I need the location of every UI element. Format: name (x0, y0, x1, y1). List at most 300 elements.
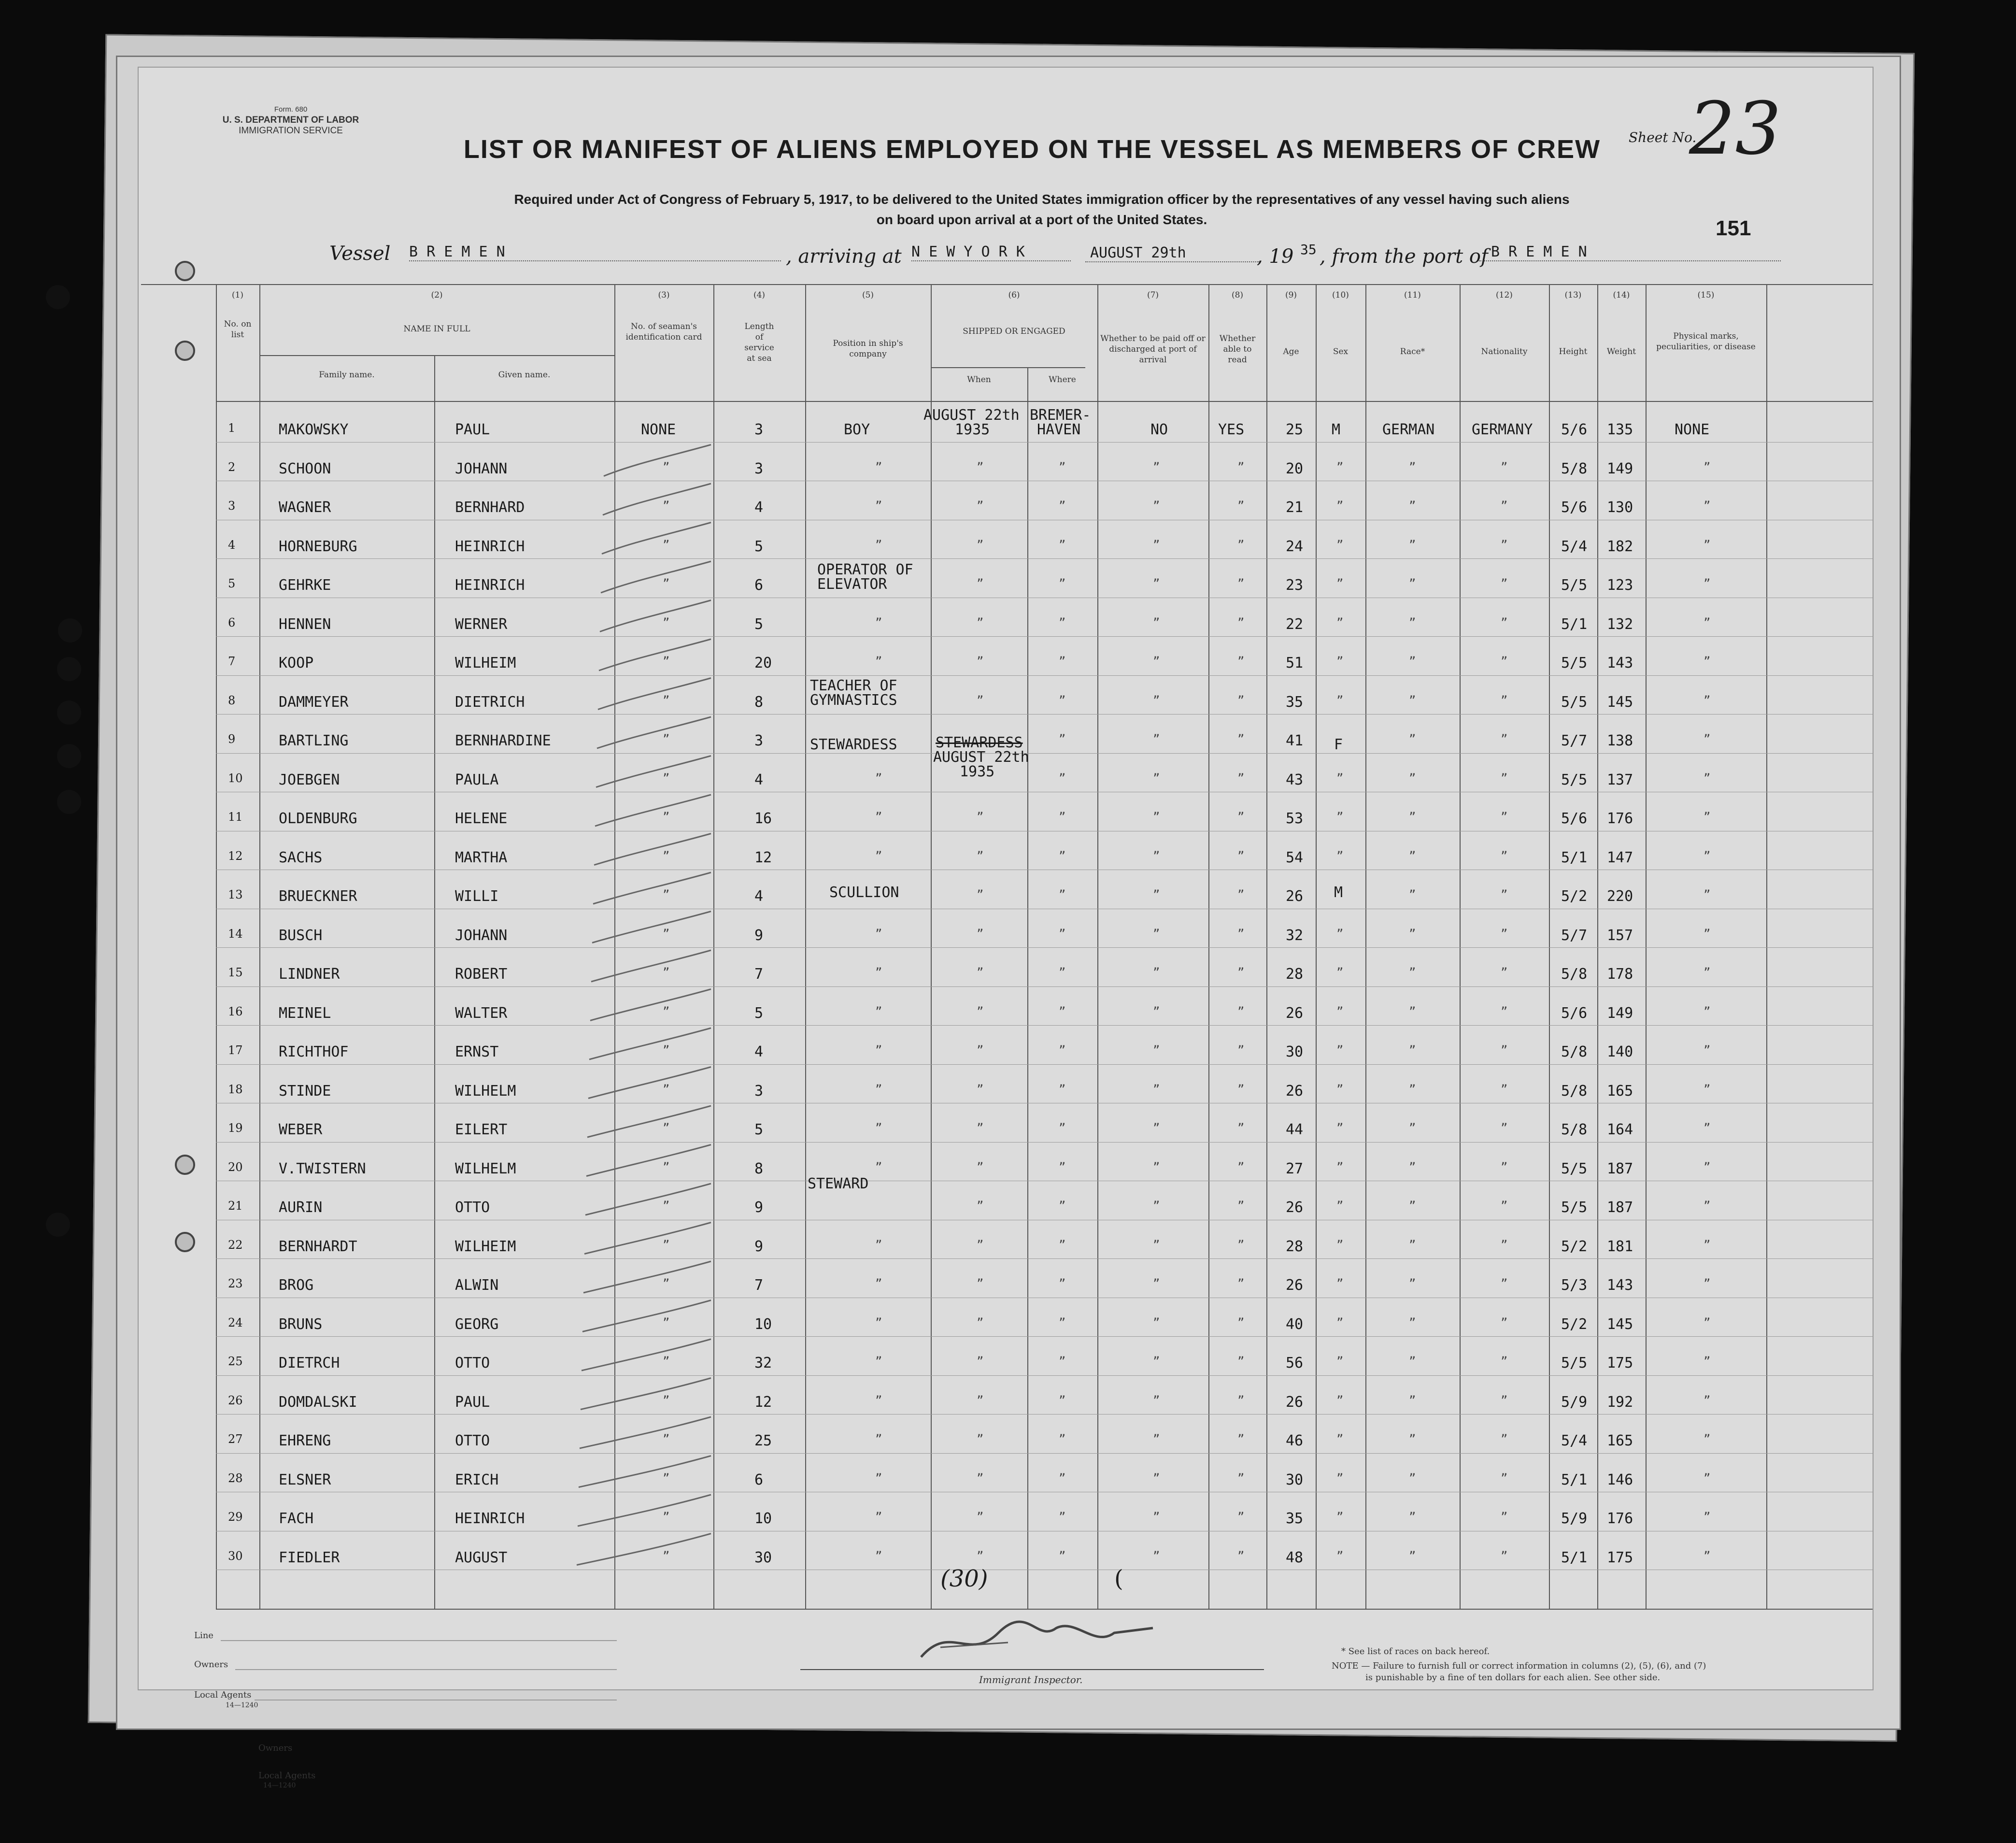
ditto-mark: ” (663, 1121, 670, 1135)
age: 23 (1286, 577, 1304, 594)
weight: 178 (1607, 966, 1633, 983)
age: 40 (1286, 1315, 1304, 1333)
ditto-mark: ” (1153, 1043, 1160, 1057)
age: 26 (1286, 1393, 1304, 1411)
ditto-mark: ” (977, 1004, 984, 1018)
col-header-sex: Sex (1333, 347, 1349, 357)
family-name: BROG (279, 1277, 314, 1294)
row-1-nationality: GERMANY (1472, 421, 1533, 438)
ditto-mark: ” (875, 771, 882, 785)
family-name: BRUECKNER (279, 888, 357, 905)
ditto-mark: ” (1237, 1393, 1245, 1407)
given-name: PAUL (455, 1393, 490, 1411)
from-port: B R E M E N (1479, 243, 1781, 261)
row-number: 7 (228, 655, 236, 668)
height: 5/3 (1561, 1277, 1588, 1294)
height: 5/7 (1561, 732, 1588, 749)
given-name: WILHELM (455, 1160, 516, 1177)
col-header-where: Where (1049, 375, 1076, 385)
ditto-mark: ” (977, 1471, 984, 1485)
ditto-mark: ” (1153, 1393, 1160, 1407)
height: 5/1 (1561, 1471, 1588, 1488)
age: 35 (1286, 693, 1304, 711)
row-1-card: NONE (641, 421, 676, 438)
ditto-mark: ” (1153, 1355, 1160, 1368)
ditto-mark: ” (1336, 849, 1344, 863)
col-header-height: Height (1559, 347, 1588, 357)
family-name: KOOP (279, 655, 314, 671)
col-header-name-in-full: NAME IN FULL (403, 324, 470, 334)
vessel-label: Vessel (329, 243, 391, 265)
age: 26 (1286, 888, 1304, 905)
ditto-mark: ” (1153, 1471, 1160, 1485)
family-name: STINDE (279, 1082, 331, 1100)
height: 5/5 (1561, 1355, 1588, 1372)
ditto-mark: ” (1237, 1082, 1245, 1096)
ditto-mark: ” (875, 966, 882, 979)
service-years: 7 (754, 1277, 764, 1294)
ditto-mark: ” (1409, 1432, 1416, 1446)
height: 5/2 (1561, 888, 1588, 905)
row-number: 22 (228, 1238, 243, 1252)
ditto-mark: ” (1704, 810, 1711, 824)
given-name: GEORG (455, 1315, 499, 1333)
ditto-mark: ” (977, 655, 984, 668)
height: 5/5 (1561, 771, 1588, 788)
punch-hole (175, 1232, 195, 1252)
ditto-mark: ” (1237, 460, 1245, 474)
ditto-mark: ” (1409, 655, 1416, 668)
col-number-6: (6) (1008, 290, 1020, 300)
ditto-mark: ” (1409, 615, 1416, 629)
given-name: MARTHA (455, 849, 508, 866)
service-years: 12 (754, 849, 772, 866)
id-card-check-marks (614, 401, 713, 1609)
family-name: AURIN (279, 1199, 323, 1216)
service-years: 8 (754, 1160, 764, 1177)
paren-mark: ( (1114, 1565, 1123, 1592)
ditto-mark: ” (1501, 615, 1508, 629)
ditto-mark: ” (1153, 1277, 1160, 1290)
row-1-when-line1: AUGUST 22th (923, 407, 1020, 424)
ditto-mark: ” (1336, 1121, 1344, 1135)
service-years: 3 (754, 1082, 764, 1100)
given-name: ERNST (455, 1043, 499, 1060)
ditto-mark: ” (1501, 1510, 1508, 1524)
ditto-mark: ” (1409, 1121, 1416, 1135)
position-stewardess: STEWARDESS (810, 736, 897, 753)
row-number: 4 (228, 538, 236, 552)
given-name: WILHEIM (455, 1238, 516, 1255)
sheet-label: Sheet No. (1629, 129, 1697, 145)
ditto-mark: ” (1237, 538, 1245, 552)
ditto-mark: ” (1501, 1471, 1508, 1485)
weight: 123 (1607, 577, 1633, 594)
family-name: OLDENBURG (279, 810, 357, 827)
ditto-mark: ” (875, 1043, 882, 1057)
ditto-mark: ” (1409, 1160, 1416, 1174)
ditto-mark: ” (663, 810, 670, 824)
row-number: 28 (228, 1471, 243, 1485)
ditto-mark: ” (1704, 615, 1711, 629)
col-number-13: (13) (1564, 290, 1582, 300)
ditto-mark: ” (1409, 1004, 1416, 1018)
ditto-mark: ” (875, 499, 882, 513)
ditto-mark: ” (1237, 1238, 1245, 1252)
age: 53 (1286, 810, 1304, 827)
ditto-mark: ” (663, 577, 670, 590)
ditto-mark: ” (663, 927, 670, 941)
col-number-2: (2) (431, 290, 443, 300)
ditto-mark: ” (1336, 1238, 1344, 1252)
ditto-mark: ” (1336, 1510, 1344, 1524)
ditto-mark: ” (663, 1393, 670, 1407)
col-header-no-on-list: No. on list (224, 319, 252, 340)
row-number: 2 (228, 460, 236, 474)
row-number: 1 (228, 421, 236, 435)
service-years: 9 (754, 927, 764, 944)
age: 46 (1286, 1432, 1304, 1449)
page-title: LIST OR MANIFEST OF ALIENS EMPLOYED ON THE VESSEL AS MEMBERS OF CREW (463, 135, 1601, 164)
col-header-given-name: Given name. (498, 370, 551, 380)
ditto-mark: ” (663, 693, 670, 707)
ditto-mark: ” (1153, 1004, 1160, 1018)
height: 5/1 (1561, 849, 1588, 866)
ditto-mark: ” (1336, 693, 1344, 707)
age: 44 (1286, 1121, 1304, 1138)
family-name: DAMMEYER (279, 693, 349, 711)
ditto-mark: ” (1153, 1082, 1160, 1096)
ditto-mark: ” (875, 1510, 882, 1524)
given-name: HEINRICH (455, 1510, 525, 1527)
family-name: HENNEN (279, 615, 331, 633)
age: 51 (1286, 655, 1304, 671)
service-years: 10 (754, 1315, 772, 1333)
ditto-mark: ” (1501, 927, 1508, 941)
ditto-mark: ” (1501, 577, 1508, 590)
family-name: BUSCH (279, 927, 323, 944)
ditto-mark: ” (1501, 732, 1508, 746)
family-name: DIETRCH (279, 1355, 340, 1372)
weight: 137 (1607, 771, 1633, 788)
age: 20 (1286, 460, 1304, 477)
row-number: 30 (228, 1549, 243, 1563)
ditto-mark: ” (977, 1315, 984, 1329)
ditto-mark: ” (1704, 1043, 1711, 1057)
age: 26 (1286, 1277, 1304, 1294)
ditto-mark: ” (977, 1121, 984, 1135)
page-subtitle (346, 189, 1737, 230)
ditto-mark: ” (663, 615, 670, 629)
note-line-2: is punishable by a fine of ten dollars for each alien. See other side. (1365, 1672, 1661, 1683)
weight: 147 (1607, 849, 1633, 866)
ditto-mark: ” (1237, 771, 1245, 785)
col-header-when: When (967, 375, 991, 385)
binder-hole (58, 618, 82, 643)
service-years: 5 (754, 615, 764, 633)
service-years: 6 (754, 577, 764, 594)
ditto-mark: ” (977, 1549, 984, 1563)
weight: 145 (1607, 1315, 1633, 1333)
ditto-mark: ” (663, 1510, 670, 1524)
given-name: OTTO (455, 1355, 490, 1372)
ditto-mark: ” (875, 538, 882, 552)
underlying-agents-label: Local Agents (258, 1771, 316, 1781)
ditto-mark: ” (1336, 577, 1344, 590)
ditto-mark: ” (1153, 1549, 1160, 1563)
from-port-label: , from the port of (1320, 245, 1488, 268)
family-name: V.TWISTERN (279, 1160, 366, 1177)
row-number: 8 (228, 693, 236, 707)
ditto-mark: ” (1153, 1238, 1160, 1252)
weight: 143 (1607, 1277, 1633, 1294)
ditto-mark: ” (875, 615, 882, 629)
row-number: 13 (228, 888, 243, 901)
ditto-mark: ” (1237, 1199, 1245, 1213)
ditto-mark: ” (1237, 732, 1245, 746)
ditto-mark: ” (1237, 1277, 1245, 1290)
ditto-mark: ” (663, 499, 670, 513)
given-name: ERICH (455, 1471, 499, 1488)
ditto-mark: ” (1501, 1082, 1508, 1096)
weight: 176 (1607, 1510, 1633, 1527)
ditto-mark: ” (1153, 460, 1160, 474)
ditto-mark: ” (1153, 655, 1160, 668)
ditto-mark: ” (1704, 1355, 1711, 1368)
ditto-mark: ” (977, 499, 984, 513)
ditto-mark: ” (1237, 1160, 1245, 1174)
col-number-10: (10) (1332, 290, 1349, 300)
ditto-mark: ” (875, 1315, 882, 1329)
col-header-race: Race* (1400, 347, 1425, 357)
ditto-mark: ” (875, 849, 882, 863)
service-years: 5 (754, 1121, 764, 1138)
family-name: FACH (279, 1510, 314, 1527)
ditto-mark: ” (1059, 499, 1066, 513)
ditto-mark: ” (1059, 1199, 1066, 1213)
height: 5/8 (1561, 1043, 1588, 1060)
binder-hole (57, 744, 81, 768)
form-header (185, 104, 397, 136)
service-years: 5 (754, 538, 764, 555)
service-years: 5 (754, 1004, 764, 1022)
height: 5/8 (1561, 966, 1588, 983)
given-name: HELENE (455, 810, 508, 827)
height: 5/4 (1561, 538, 1588, 555)
service-years: 12 (754, 1393, 772, 1411)
ditto-mark: ” (1409, 693, 1416, 707)
ditto-mark: ” (1336, 1315, 1344, 1329)
family-name: SACHS (279, 849, 323, 866)
ditto-mark: ” (1501, 1393, 1508, 1407)
ditto-mark: ” (1153, 1121, 1160, 1135)
ditto-mark: ” (1336, 538, 1344, 552)
row-number: 3 (228, 499, 236, 513)
weight: 220 (1607, 888, 1633, 905)
age: 32 (1286, 927, 1304, 944)
ditto-mark: ” (1059, 577, 1066, 590)
row-number: 12 (228, 849, 243, 863)
ditto-mark: ” (1237, 1121, 1245, 1135)
ditto-mark: ” (1409, 1393, 1416, 1407)
ditto-mark: ” (663, 1355, 670, 1368)
position-teacher-line1: TEACHER OF (810, 677, 897, 694)
ditto-mark: ” (1704, 1004, 1711, 1018)
ditto-mark: ” (977, 927, 984, 941)
given-name: OTTO (455, 1432, 490, 1449)
ditto-mark: ” (1409, 771, 1416, 785)
age: 21 (1286, 499, 1304, 516)
ditto-mark: ” (1704, 1393, 1711, 1407)
ditto-mark: ” (1704, 1510, 1711, 1524)
ditto-mark: ” (1501, 1549, 1508, 1563)
ditto-mark: ” (1059, 460, 1066, 474)
ditto-mark: ” (1501, 693, 1508, 707)
note-races: * See list of races on back hereof. (1341, 1646, 1490, 1657)
family-name: GEHRKE (279, 577, 331, 594)
ditto-mark: ” (1501, 810, 1508, 824)
col-header-position: Position in ship's company (833, 339, 903, 359)
ditto-mark: ” (1501, 849, 1508, 863)
punch-hole (175, 341, 195, 361)
ditto-mark: ” (875, 1160, 882, 1174)
service-years: 3 (754, 732, 764, 749)
ditto-mark: ” (1501, 655, 1508, 668)
weight: 135 (1607, 421, 1633, 438)
row-number: 17 (228, 1043, 243, 1057)
col-number-11: (11) (1404, 290, 1421, 300)
row-1-when-line2: 1935 (955, 421, 990, 438)
ditto-mark: ” (663, 1549, 670, 1563)
footer-line-label: Line (194, 1630, 213, 1641)
ditto-mark: ” (1237, 693, 1245, 707)
age: 22 (1286, 615, 1304, 633)
weight: 165 (1607, 1082, 1633, 1100)
row-number: 11 (228, 810, 243, 824)
ditto-mark: ” (1336, 810, 1344, 824)
ditto-mark: ” (663, 732, 670, 746)
row-1-race: GERMAN (1382, 421, 1435, 438)
ditto-mark: ” (977, 810, 984, 824)
ditto-mark: ” (1501, 1199, 1508, 1213)
ditto-mark: ” (1336, 655, 1344, 668)
ditto-mark: ” (1704, 1549, 1711, 1563)
ditto-mark: ” (1237, 1043, 1245, 1057)
row-1-where-line2: HAVEN (1037, 421, 1081, 438)
family-name: WAGNER (279, 499, 331, 516)
service-years: 4 (754, 1043, 764, 1060)
ditto-mark: ” (875, 1121, 882, 1135)
position-operator-line2: ELEVATOR (817, 576, 887, 593)
height: 5/7 (1561, 927, 1588, 944)
row-1-paid-off: NO (1150, 421, 1168, 438)
ditto-mark: ” (663, 1315, 670, 1329)
col-number-7: (7) (1147, 290, 1159, 300)
weight: 176 (1607, 810, 1633, 827)
binder-hole (57, 700, 81, 725)
ditto-mark: ” (977, 1510, 984, 1524)
subtitle-line-1: Required under Act of Congress of February 5, 1917, to be delivered to the United States immigration officer by the representatives of any vessel having such aliens (514, 192, 1570, 207)
ditto-mark: ” (663, 1160, 670, 1174)
ditto-mark: ” (1059, 1432, 1066, 1446)
ditto-mark: ” (977, 1160, 984, 1174)
ditto-mark: ” (663, 1471, 670, 1485)
family-name: MEINEL (279, 1004, 331, 1022)
ditto-mark: ” (875, 810, 882, 824)
vessel-name: B R E M E N (409, 243, 781, 261)
ditto-mark: ” (977, 577, 984, 590)
ditto-mark: ” (1059, 1082, 1066, 1096)
ditto-mark: ” (1409, 499, 1416, 513)
ditto-mark: ” (1059, 1471, 1066, 1485)
ditto-mark: ” (1336, 771, 1344, 785)
ditto-mark: ” (663, 460, 670, 474)
col-number-1: (1) (231, 290, 244, 300)
ditto-mark: ” (1336, 1432, 1344, 1446)
age: 48 (1286, 1549, 1304, 1566)
footer-owners-label: Owners (194, 1659, 228, 1670)
ditto-mark: ” (1704, 655, 1711, 668)
age: 35 (1286, 1510, 1304, 1527)
service-name: IMMIGRATION SERVICE (239, 126, 343, 136)
ditto-mark: ” (1237, 615, 1245, 629)
age: 24 (1286, 538, 1304, 555)
ditto-mark: ” (1409, 1315, 1416, 1329)
col-number-12: (12) (1496, 290, 1513, 300)
stewardess-engaged-date-line2: 1935 (960, 763, 995, 780)
weight: 181 (1607, 1238, 1633, 1255)
ditto-mark: ” (1704, 1471, 1711, 1485)
col-header-marks: Physical marks, peculiarities, or disease (1656, 331, 1756, 352)
ditto-mark: ” (1153, 810, 1160, 824)
weight: 182 (1607, 538, 1633, 555)
given-name: JOHANN (455, 460, 508, 477)
age: 30 (1286, 1471, 1304, 1488)
sex-female-marker: F (1334, 736, 1343, 753)
family-name: DOMDALSKI (279, 1393, 357, 1411)
height: 5/8 (1561, 460, 1588, 477)
row-number: 19 (228, 1121, 243, 1135)
given-name: BERNHARDINE (455, 732, 551, 749)
row-number: 16 (228, 1004, 243, 1018)
ditto-mark: ” (1237, 888, 1245, 901)
ditto-mark: ” (977, 538, 984, 552)
inspector-signature-line (800, 1669, 1264, 1670)
weight: 187 (1607, 1160, 1633, 1177)
height: 5/5 (1561, 1160, 1588, 1177)
ditto-mark: ” (1501, 460, 1508, 474)
ditto-mark: ” (1059, 1510, 1066, 1524)
height: 5/9 (1561, 1393, 1588, 1411)
ditto-mark: ” (1153, 888, 1160, 901)
ditto-mark: ” (1059, 693, 1066, 707)
ditto-mark: ” (977, 1043, 984, 1057)
underlying-code-label: 14—1240 (263, 1782, 296, 1789)
ditto-mark: ” (1059, 1549, 1066, 1563)
height: 5/2 (1561, 1315, 1588, 1333)
ditto-mark: ” (663, 1238, 670, 1252)
ditto-mark: ” (1704, 1199, 1711, 1213)
col-number-15: (15) (1697, 290, 1715, 300)
ditto-mark: ” (1704, 499, 1711, 513)
footer-form-code: 14—1240 (226, 1701, 258, 1709)
service-years: 30 (754, 1549, 772, 1566)
ditto-mark: ” (1336, 499, 1344, 513)
given-name: WALTER (455, 1004, 508, 1022)
ditto-mark: ” (1237, 1549, 1245, 1563)
ditto-mark: ” (1409, 1043, 1416, 1057)
ditto-mark: ” (1153, 693, 1160, 707)
